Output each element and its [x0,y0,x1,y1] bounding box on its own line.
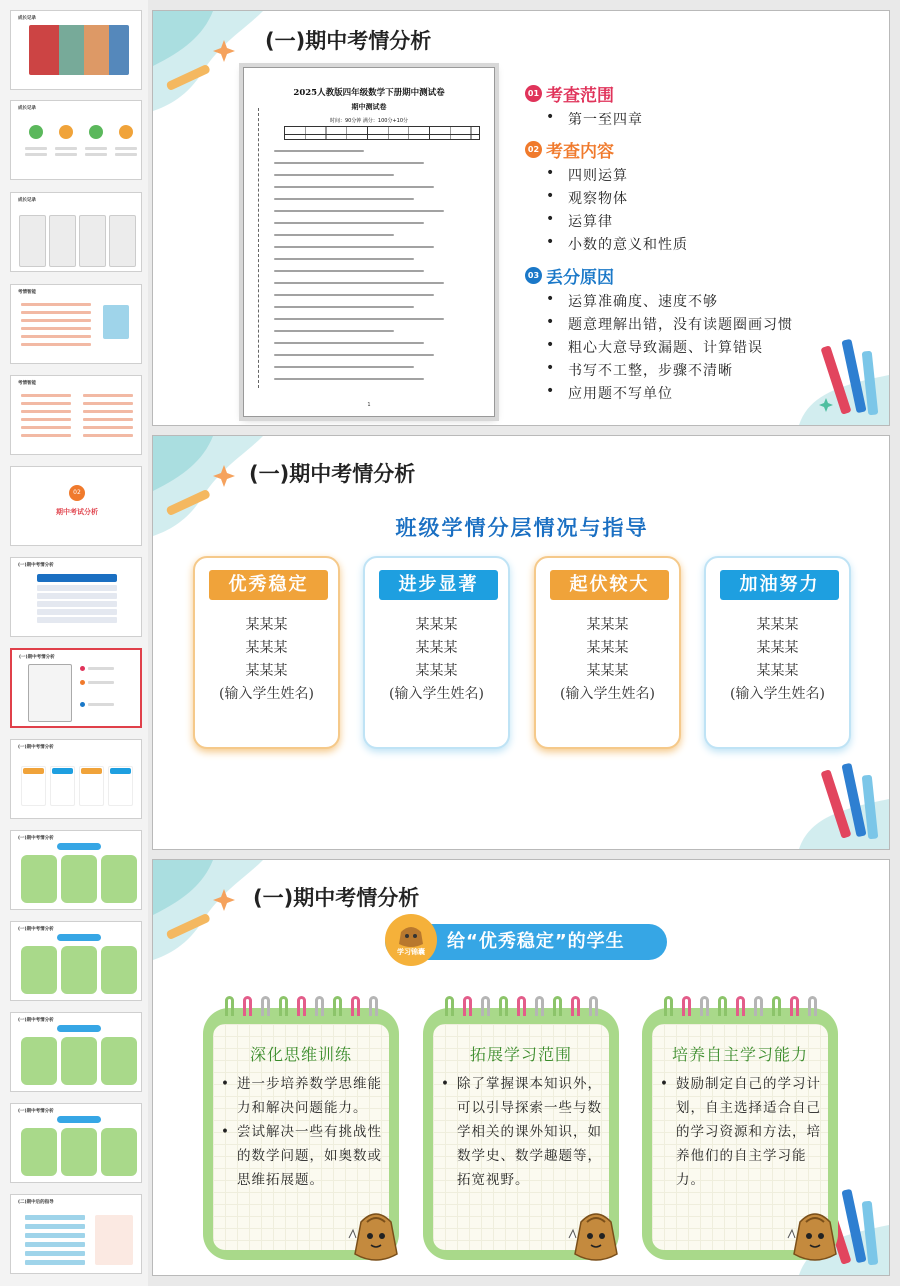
bag-mascot-icon [565,1208,627,1270]
thumb-banner [57,1116,101,1123]
slide-thumbnail-title: 成长记录 [18,106,36,111]
slide-thumbnail-title: 成长记录 [18,16,36,21]
tier-card[interactable] [704,556,851,749]
student-name-placeholder[interactable]: 某某某 [756,617,799,633]
section-title: 考查范围 [546,86,614,106]
slide-heading: (一)期中考情分析 [265,29,432,53]
section-bullet-item: • 应用题不写单位 [568,383,673,403]
section-bullet-item: • 第一至四章 [568,109,643,129]
slide-class-tiers[interactable] [152,435,890,850]
student-name-placeholder[interactable]: 某某某 [415,663,458,679]
advice-note-card[interactable] [203,996,399,1260]
thumb-note [101,855,137,903]
binder-ring-icon [315,996,324,1016]
analysis-section-header [525,81,614,106]
student-name-placeholder[interactable]: 某某某 [245,663,288,679]
thumb-circle-icon [29,125,43,139]
student-name-placeholder[interactable]: 某某某 [415,640,458,656]
exam-paper-title: 2025人教版四年级数学下册期中测试卷 [293,88,445,98]
binder-ring-icon [754,996,763,1016]
slide-exam-analysis[interactable] [152,10,890,426]
thumb-paper [49,215,76,267]
binder-ring-icon [297,996,306,1016]
thumb-circle-icon [119,125,133,139]
analysis-section-header [525,263,614,288]
slide-thumbnail[interactable] [10,10,142,90]
study-kit-bag-icon [385,914,437,966]
thumb-note [101,946,137,994]
binder-ring-icon [463,996,472,1016]
slide-heading: (一)期中考情分析 [249,462,416,486]
binder-ring-icon [351,996,360,1016]
thumb-circle-icon [59,125,73,139]
student-name-placeholder[interactable]: 某某某 [586,617,629,633]
slide-thumbnail-title: (一)期中考情分析 [18,1018,54,1023]
binder-ring-icon [445,996,454,1016]
note-title: 深化思维训练 [249,1045,352,1064]
note-body [221,1072,385,1192]
section-number-badge: 02 [525,141,542,158]
slide-thumbnail-title: (一)期中考情分析 [18,563,54,568]
section-bullet-item: • 粗心大意导致漏题、计算错误 [568,337,763,357]
student-name-placeholder[interactable]: 某某某 [586,640,629,656]
slide-thumbnail-title: 考情智能 [18,290,36,295]
thumb-paper [19,215,46,267]
binder-ring-icon [517,996,526,1016]
section-bullet-item: • 小数的意义和性质 [568,234,688,254]
note-body [660,1072,824,1192]
section-title: 考查内容 [546,142,614,162]
student-name-placeholder[interactable]: 某某某 [415,617,458,633]
section-bullet-item: • 运算准确度、速度不够 [568,291,718,311]
thumb-note [61,946,97,994]
thumb-note [21,1128,57,1176]
slide-thumbnail-title: 成长记录 [18,198,36,203]
advice-note-card[interactable] [423,996,619,1260]
note-title: 培养自主学习能力 [671,1045,808,1064]
slide-subtitle: 班级学情分层情况与指导 [395,516,649,540]
thumb-banner [57,934,101,941]
section-bullet-item: • 题意理解出错，没有读题圈画习惯 [568,314,793,334]
slide-thumbnail-title: (一)期中考情分析 [18,1109,54,1114]
slide-thumbnail-rail[interactable] [0,0,148,1286]
section-title: 丢分原因 [546,268,614,288]
slide-excellent-students[interactable] [152,859,890,1276]
crayons-decoration-icon [779,315,889,425]
section-title: 期中考试分析 [56,508,98,516]
thumb-paper [109,215,136,267]
binder-ring-icon [225,996,234,1016]
binder-ring-icon [279,996,288,1016]
thumb-cup-icon [103,305,129,339]
watercolor-decoration-icon [153,860,303,970]
student-name-placeholder[interactable]: 某某某 [756,663,799,679]
tier-card-label: 优秀稳定 [209,570,328,600]
study-kit-label: 学习锦囊 [397,948,425,956]
student-name-hint: (输入学生姓名) [389,686,484,702]
section-bullet-item: • 四则运算 [568,165,628,185]
section-bullet-item: • 观察物体 [568,188,628,208]
note-bullet-item: • 进一步培养数学思维能力和解决问题能力。 [221,1072,385,1120]
thumb-note [21,946,57,994]
binder-ring-icon [790,996,799,1016]
slide-thumbnail[interactable] [10,1194,142,1274]
binder-ring-icon [369,996,378,1016]
slide-thumbnail-title: 考情智能 [18,381,36,386]
thumb-table-header [37,574,117,582]
tier-card-label: 进步显著 [379,570,498,600]
note-body [441,1072,605,1192]
student-name-placeholder[interactable]: 某某某 [586,663,629,679]
slide-thumbnail[interactable] [10,830,142,910]
binder-ring-icon [736,996,745,1016]
slide-thumbnail-title: (一)期中考情分析 [18,745,54,750]
slide-thumbnail[interactable] [10,739,142,819]
exam-seal-line [258,108,259,388]
exam-score-table [284,126,480,140]
tier-card[interactable] [193,556,340,749]
student-name-placeholder[interactable]: 某某某 [756,640,799,656]
tip-banner-text: 给“优秀稳定”的学生 [447,931,625,952]
slide-thumbnail[interactable] [10,466,142,546]
slide-thumbnail-title: (一)期中考情分析 [19,655,55,660]
binder-ring-icon [808,996,817,1016]
bag-mascot-icon [784,1208,846,1270]
note-bullet-item: • 尝试解决一些有挑战性的数学问题，如奥数或思维拓展题。 [221,1120,385,1192]
slide-thumbnail[interactable] [10,100,142,180]
binder-ring-icon [243,996,252,1016]
slide-thumbnail[interactable] [10,375,142,455]
binder-ring-icon [772,996,781,1016]
thumb-note [101,1037,137,1085]
slide-thumbnail[interactable] [10,557,142,637]
binder-ring-icon [535,996,544,1016]
thumb-banner [57,1025,101,1032]
advice-note-card[interactable] [642,996,838,1260]
thumb-note [21,855,57,903]
thumb-paper [79,215,106,267]
thumb-banner [57,843,101,850]
binder-ring-icon [261,996,270,1016]
section-bullet-item: • 书写不工整，步骤不清晰 [568,360,733,380]
binder-ring-icon [333,996,342,1016]
slide-thumbnail-title: (一)期中考情分析 [18,836,54,841]
binder-ring-icon [682,996,691,1016]
student-name-placeholder[interactable]: 某某某 [245,617,288,633]
section-number-badge: 03 [525,267,542,284]
analysis-section-header [525,137,614,162]
thumb-note [61,1128,97,1176]
tier-card-label: 起伏较大 [550,570,669,600]
tip-banner [385,924,667,960]
binder-ring-icon [571,996,580,1016]
slide-thumbnail[interactable] [10,192,142,272]
binder-ring-icon [700,996,709,1016]
exam-paper-subtitle: 期中测试卷 [351,102,387,111]
binder-ring-icon [664,996,673,1016]
thumb-exam-paper [28,664,72,722]
slide-heading: (一)期中考情分析 [253,886,420,910]
thumb-note [21,1037,57,1085]
note-title: 拓展学习范围 [469,1045,572,1064]
binder-ring-icon [718,996,727,1016]
binder-ring-icon [499,996,508,1016]
student-name-placeholder[interactable]: 某某某 [245,640,288,656]
thumb-sidebar [95,1215,133,1265]
slide-thumbnail[interactable] [10,648,142,728]
exam-page-number: 1 [367,402,371,408]
thumb-note [101,1128,137,1176]
slide-thumbnail[interactable] [10,1103,142,1183]
slide-thumbnail[interactable] [10,921,142,1001]
bag-mascot-icon [345,1208,407,1270]
slide-thumbnail[interactable] [10,284,142,364]
tier-card[interactable] [363,556,510,749]
student-name-hint: (输入学生姓名) [730,686,825,702]
exam-paper-time: 时间：90分钟 满分：100分+10分 [329,118,409,124]
thumb-note [61,1037,97,1085]
section-bullet-item: • 运算律 [568,211,613,231]
slide-thumbnail-title: (二)期中后的指导 [18,1200,54,1205]
note-bullet-item: • 鼓励制定自己的学习计划，自主选择适合自己的学习资源和方法，培养他们的自主学习能力。 [660,1072,824,1192]
photo-collage [29,25,129,75]
student-name-hint: (输入学生姓名) [219,686,314,702]
binder-ring-icon [481,996,490,1016]
student-name-hint: (输入学生姓名) [560,686,655,702]
section-number: 02 [73,489,81,496]
crayons-decoration-icon [779,739,889,849]
exam-paper-image [243,67,495,417]
slide-thumbnail[interactable] [10,1012,142,1092]
binder-ring-icon [589,996,598,1016]
section-number-badge: 01 [525,85,542,102]
thumb-circle-icon [89,125,103,139]
tier-card[interactable] [534,556,681,749]
slide-thumbnail-title: (一)期中考情分析 [18,927,54,932]
thumb-note [61,855,97,903]
binder-ring-icon [553,996,562,1016]
tier-card-label: 加油努力 [720,570,839,600]
note-bullet-item: • 除了掌握课本知识外，可以引导探索一些与数学相关的课外知识，如数学史、数学趣题等，拓宽视野。 [441,1072,605,1192]
